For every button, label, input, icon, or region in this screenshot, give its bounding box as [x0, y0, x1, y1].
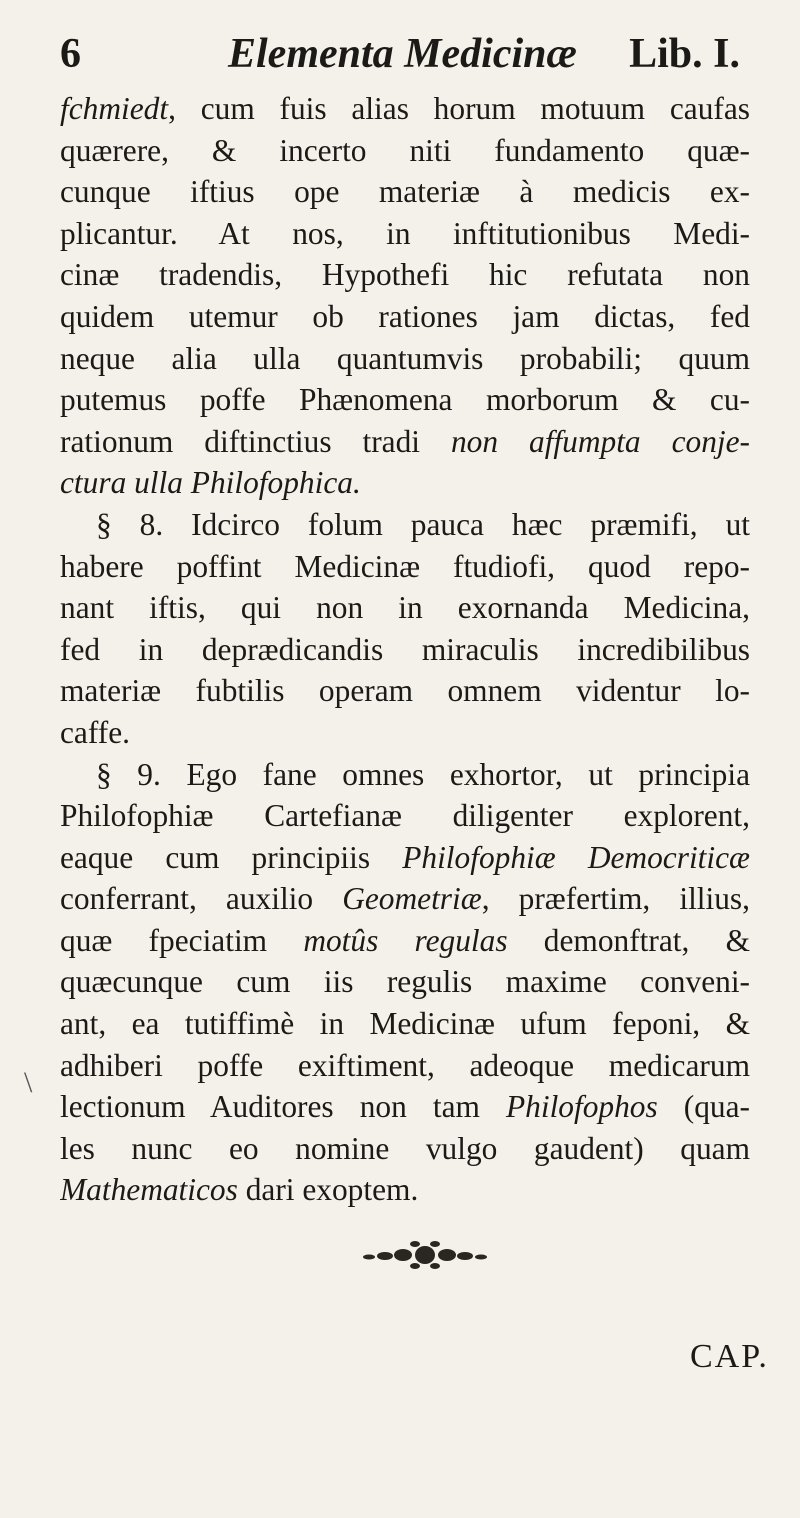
text-line [60, 421, 750, 463]
roman-text: ant, ea tutiffimè in Medicinæ ufum feponi, & [60, 1006, 750, 1042]
text-line [60, 130, 750, 172]
roman-text: quærere, & incerto niti fundamento quæ- [60, 132, 750, 168]
book-label: Lib. I. [629, 31, 740, 77]
italic-text: non affumpta conje- [450, 423, 750, 459]
text-line [60, 379, 750, 421]
text-line [60, 1128, 750, 1170]
text-line [60, 546, 750, 588]
roman-text: § 9. Ego fane omnes exhortor, ut principia [96, 756, 750, 792]
printers-ornament-icon [355, 1238, 495, 1272]
roman-text: quidem utemur ob rationes jam dictas, fed [60, 298, 750, 334]
roman-text: , præfertim, illius, [481, 881, 750, 917]
text-line [60, 837, 750, 879]
catchword: CAP. [690, 1338, 769, 1375]
text-line [60, 213, 750, 255]
text-line [60, 1086, 750, 1128]
text-line [60, 88, 750, 130]
text-line [60, 629, 750, 671]
roman-text: rationum diftinctius tradi [60, 423, 451, 459]
running-header [60, 22, 740, 92]
italic-text: Mathematicos [60, 1172, 238, 1208]
roman-text: § 8. Idcirco folum pauca hæc præmifi, ut [96, 506, 750, 542]
roman-text: (qua- [657, 1089, 750, 1125]
text-line [60, 1045, 750, 1087]
roman-text: putemus poffe Phænomena morborum & cu- [60, 382, 750, 418]
roman-text: dari exoptem. [237, 1172, 419, 1208]
roman-text: quæcunque cum iis regulis maxime conveni- [60, 964, 750, 1000]
text-line [60, 1169, 750, 1211]
running-title: Elementa Medicinæ [228, 31, 577, 77]
roman-text: cunque iftius ope materiæ à medicis ex- [60, 174, 750, 210]
page-number: 6 [60, 31, 81, 77]
roman-text: quæ fpeciatim [60, 922, 304, 958]
italic-text: Geometriæ [342, 881, 482, 917]
text-line [60, 338, 750, 380]
text-line [60, 920, 750, 962]
body-text [60, 88, 750, 1211]
italic-text: ctura ulla Philofophica. [60, 465, 361, 501]
text-line [60, 670, 750, 712]
roman-text: plicantur. At nos, in inftitutionibus Medi- [60, 215, 750, 251]
roman-text: Philofophiæ Cartefianæ diligenter explorent, [60, 798, 750, 834]
roman-text: demonftrat, & [507, 922, 750, 958]
roman-text: caffe. [60, 714, 130, 750]
roman-text: neque alia ulla quantumvis probabili; quum [60, 340, 750, 376]
text-line [60, 171, 750, 213]
text-line [60, 254, 750, 296]
roman-text: habere poffint Medicinæ ftudiofi, quod repo- [60, 548, 750, 584]
italic-text: motûs regulas [303, 922, 508, 958]
text-line [60, 462, 750, 504]
text-line [60, 795, 750, 837]
roman-text: nant iftis, qui non in exornanda Medicina, [60, 590, 750, 626]
text-line [60, 878, 750, 920]
italic-text: Philofophiæ Democriticæ [402, 839, 750, 875]
text-line [60, 504, 750, 546]
roman-text: les nunc eo nomine vulgo gaudent) quam [60, 1130, 750, 1166]
roman-text: fed in deprædicandis miraculis incredibilibus [60, 631, 750, 667]
roman-text: lectionum Auditores non tam [60, 1089, 506, 1125]
text-line [60, 754, 750, 796]
italic-text: fchmiedt [60, 91, 169, 126]
italic-text: Philofophos [505, 1089, 658, 1125]
text-line [60, 712, 750, 754]
roman-text: cinæ tradendis, Hypothefi hic refutata non [60, 257, 750, 293]
roman-text: eaque cum principiis [60, 839, 403, 875]
text-line [60, 1003, 750, 1045]
roman-text: , cum fuis alias horum motuum caufas [168, 91, 750, 126]
text-line [60, 587, 750, 629]
roman-text: materiæ fubtilis operam omnem videntur lo- [60, 673, 750, 709]
roman-text: adhiberi poffe exiftiment, adeoque medicarum [60, 1047, 750, 1083]
margin-mark: \ [24, 1066, 33, 1099]
roman-text: conferrant, auxilio [60, 881, 343, 917]
text-line [60, 296, 750, 338]
text-line [60, 961, 750, 1003]
